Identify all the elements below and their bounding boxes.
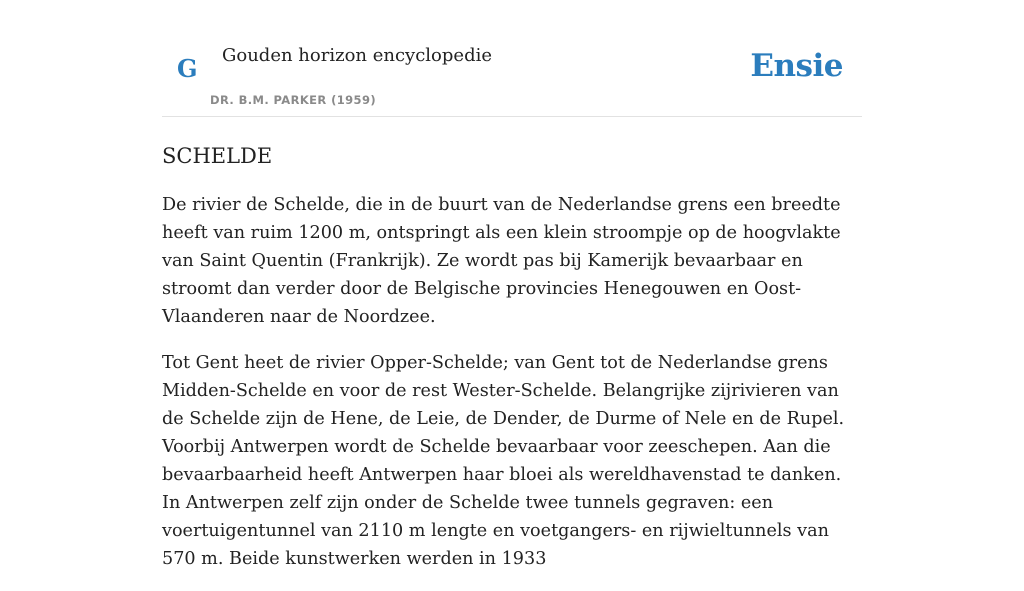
book-author: DR. B.M. PARKER (1959) (210, 93, 377, 107)
article-headword: SCHELDE (162, 144, 273, 168)
ensie-brand-logo[interactable]: Ensie (750, 48, 843, 84)
article-body (162, 191, 862, 573)
page-container (162, 0, 862, 591)
book-logo-link[interactable]: G (177, 54, 198, 83)
article-paragraph-2: Tot Gent heet de rivier Opper-Schelde; van Gent tot de Nederlandse grens Midden-Schelde en voor de rest Wester-Schelde. Belangrijke zijrivieren van de Schelde zijn de Hene, de Leie, de Dender, de Durme of Nele en de Rupel. Voorbij Antwerpen wordt de Schelde bevaarbaar voor zeeschepen. Aan die bevaarbaarheid heeft Antwerpen haar bloei als wereldhavenstad te danken. In Antwerpen zelf zijn onder de Schelde twee tunnels gegraven: een voertuigentunnel van 2110 m lengte en voetgangers- en rijwieltunnels van 570 m. Beide kunstwerken werden in 1933 (162, 353, 845, 569)
article-paragraph-1: De rivier de Schelde, die in de buurt van de Nederlandse grens een breedte heeft van ruim 1200 m, ontspringt als een klein stroompje op de hoogvlakte van Saint Quentin (Frankrijk). Ze wordt pas bij Kamerijk bevaarbaar en stroomt dan verder door de Belgische provincies Henegouwen en Oost-Vlaanderen naar de Noordzee. (162, 195, 841, 327)
book-header (162, 0, 862, 117)
book-title[interactable]: Gouden horizon encyclopedie (222, 45, 492, 66)
